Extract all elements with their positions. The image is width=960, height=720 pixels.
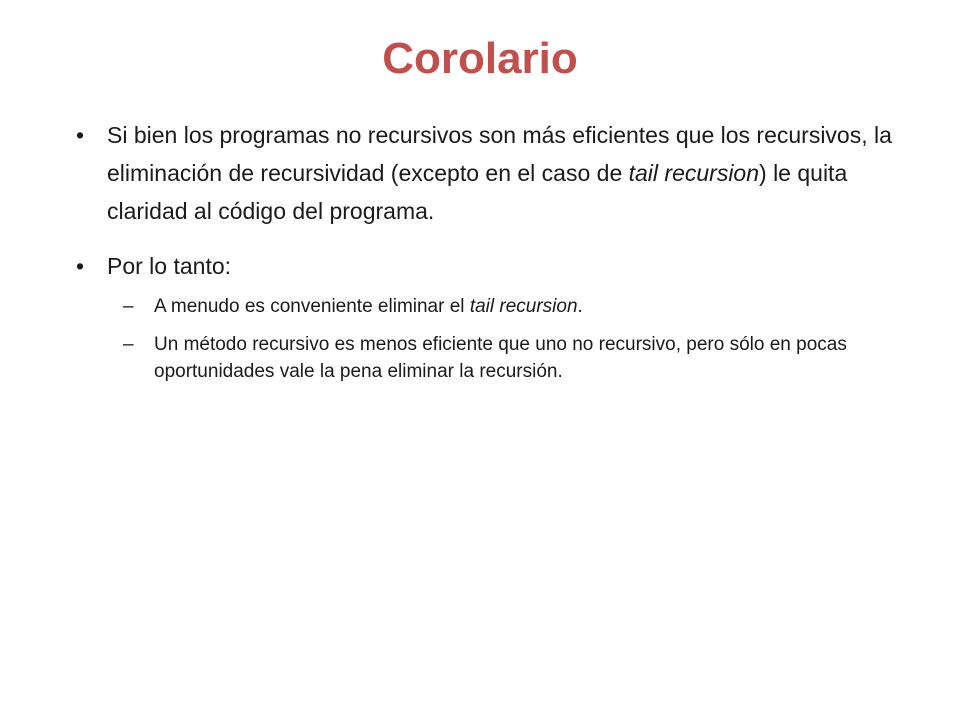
dash-icon: –: [123, 334, 134, 355]
slide-body: [76, 116, 896, 396]
bullet-icon: •: [76, 122, 85, 148]
bullet-text: Por lo tanto:: [107, 253, 232, 279]
dash-icon: –: [123, 296, 134, 317]
bullet-text-start: Si bien los programas no recursivos son más eficientes que los recursivos, la eliminación de recursividad (excepto en el caso de: [107, 122, 892, 186]
sub-bullet-text-start: A menudo es conveniente eliminar el: [154, 296, 470, 317]
bullet-text-emphasis: tail recursion: [628, 160, 760, 186]
sub-bullet-list: [76, 293, 896, 385]
bullet-text-end: ) le quita claridad al código del programa.: [107, 160, 848, 224]
sub-bullet-text: Un método recursivo es menos eficiente que uno no recursivo, pero sólo en pocas oportunidades vale la pena eliminar la recursión.: [154, 334, 847, 382]
sub-bullet-text-emphasis: tail recursion: [469, 296, 578, 317]
bullet-icon: •: [76, 253, 85, 279]
sub-bullet-text-end: .: [577, 296, 583, 317]
slide-title: Corolario: [382, 34, 578, 83]
bullet-item: [76, 116, 896, 230]
sub-bullet-item: [76, 331, 896, 385]
bullet-item: [76, 247, 896, 285]
sub-bullet-item: [76, 293, 896, 320]
